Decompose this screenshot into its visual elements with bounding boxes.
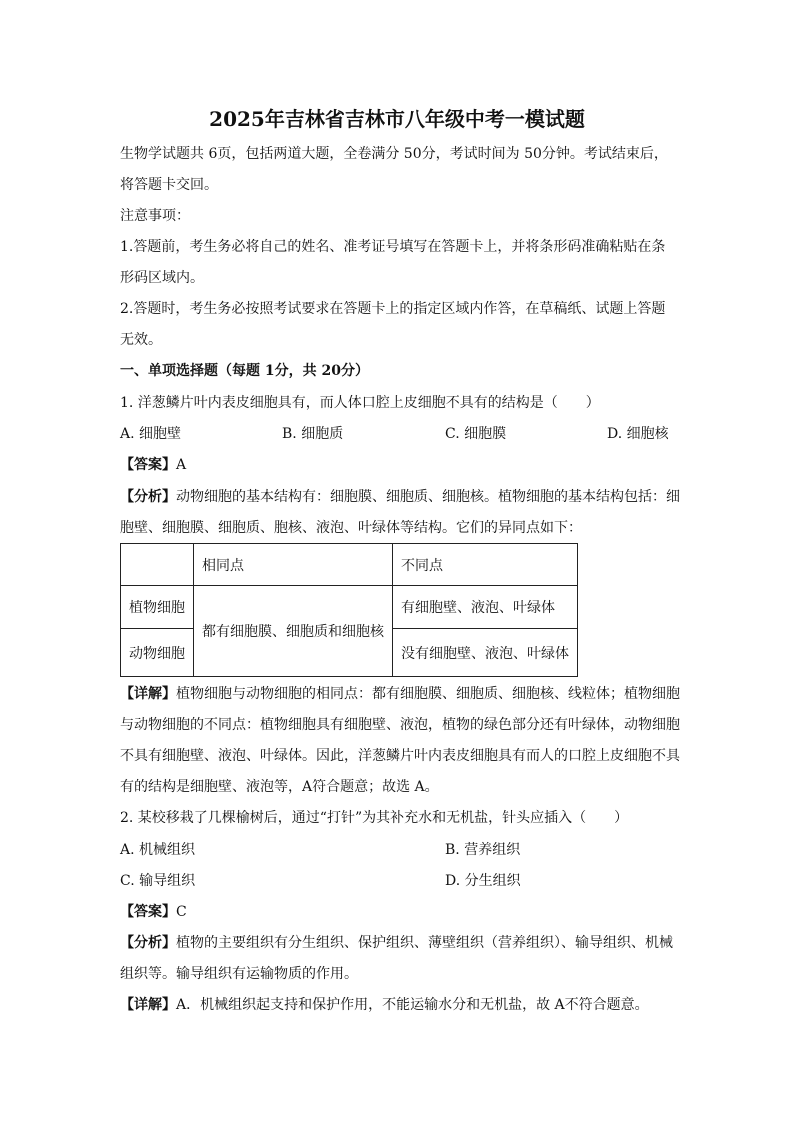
exam-title: 2025年吉林省吉林市八年级中考一模试题 [209, 107, 585, 131]
q2-answer [120, 902, 187, 922]
q2-detail-label: 【详解】 [120, 997, 176, 1013]
q1-detail-line-4: 有的结构是细胞壁、液泡等，A符合题意；故选 A。 [120, 779, 439, 795]
table-row-animal: 动物细胞 [121, 629, 194, 677]
table-row [121, 586, 578, 629]
q2-analysis-line-1 [120, 933, 673, 953]
notice-item-2-line-1: 2.答题时，考生务必按照考试要求在答题卡上的指定区域内作答，在草稿纸、试题上答题 [120, 301, 666, 317]
q2-analysis-line-2: 组织等。输导组织有运输物质的作用。 [120, 966, 358, 982]
q1-analysis-label: 【分析】 [120, 489, 176, 505]
q1-detail-line-3: 不具有细胞壁、液泡、叶绿体。因此，洋葱鳞片叶内表皮细胞具有而人的口腔上皮细胞不具 [120, 748, 680, 764]
q2-analysis-text-1: 植物的主要组织有分生组织、保护组织、薄壁组织（营养组织）、输导组织、机械 [176, 935, 673, 951]
q1-option-d: D. 细胞核 [607, 426, 669, 442]
table-animal-diff: 没有细胞壁、液泡、叶绿体 [393, 629, 578, 677]
q1-option-a: A. 细胞壁 [120, 426, 182, 442]
q1-option-c: C. 细胞膜 [445, 426, 507, 442]
q1-analysis-text-1: 动物细胞的基本结构有：细胞膜、细胞质、细胞核。植物细胞的基本结构包括：细 [176, 489, 680, 505]
q2-detail-text-1: A．机械组织起支持和保护作用，不能运输水分和无机盐，故 A不符合题意。 [176, 997, 649, 1013]
notice-item-1-line-1: 1.答题前，考生务必将自己的姓名、准考证号填写在答题卡上，并将条形码准确粘贴在条 [120, 239, 666, 255]
q1-option-b: B. 细胞质 [282, 426, 344, 442]
q1-answer-value: A [176, 457, 187, 473]
q1-analysis-line-2: 胞壁、细胞膜、细胞质、胞核、液泡、叶绿体等结构。它们的异同点如下： [120, 520, 582, 536]
q2-stem: 2. 某校移栽了几棵榆树后，通过“打针”为其补充水和无机盐，针头应插入（ ） [120, 810, 629, 826]
table-same-value: 都有细胞膜、细胞质和细胞核 [194, 586, 393, 677]
table-plant-diff: 有细胞壁、液泡、叶绿体 [393, 586, 578, 629]
q2-option-d: D. 分生组织 [445, 873, 521, 889]
notice-item-1-line-2: 形码区域内。 [120, 270, 204, 286]
table-head-diff: 不同点 [393, 544, 578, 586]
q2-option-c: C. 输导组织 [120, 873, 196, 889]
table-head-same: 相同点 [194, 544, 393, 586]
q2-answer-label: 【答案】 [120, 904, 176, 920]
q2-answer-value: C [176, 904, 187, 920]
q2-detail-line-1 [120, 995, 649, 1015]
q2-analysis-label: 【分析】 [120, 935, 176, 951]
table-corner-cell [121, 544, 194, 586]
q1-detail-text-1: 植物细胞与动物细胞的相同点：都有细胞膜、细胞质、细胞核、线粒体；植物细胞 [176, 686, 680, 702]
cell-comparison-table [120, 543, 578, 677]
q2-option-a: A. 机械组织 [120, 842, 196, 858]
q1-detail-line-2: 与动物细胞的不同点：植物细胞具有细胞壁、液泡，植物的绿色部分还有叶绿体，动物细胞 [120, 717, 680, 733]
intro-line-2: 将答题卡交回。 [120, 177, 218, 193]
q1-stem: 1. 洋葱鳞片叶内表皮细胞具有，而人体口腔上皮细胞不具有的结构是（ ） [120, 395, 600, 411]
q2-option-b: B. 营养组织 [445, 842, 521, 858]
q1-analysis-line-1 [120, 487, 680, 507]
notice-heading: 注意事项： [120, 208, 190, 224]
table-row [121, 544, 578, 586]
q1-answer-label: 【答案】 [120, 457, 176, 473]
intro-line-1: 生物学试题共 6页，包括两道大题，全卷满分 50分，考试时间为 50分钟。考试结束后， [120, 146, 668, 162]
notice-item-2-line-2: 无效。 [120, 332, 162, 348]
section-1-heading: 一、单项选择题（每题 1分，共 20分） [120, 363, 369, 379]
q1-detail-label: 【详解】 [120, 686, 176, 702]
table-row-plant: 植物细胞 [121, 586, 194, 629]
q1-answer [120, 455, 186, 475]
q1-detail-line-1 [120, 684, 680, 704]
